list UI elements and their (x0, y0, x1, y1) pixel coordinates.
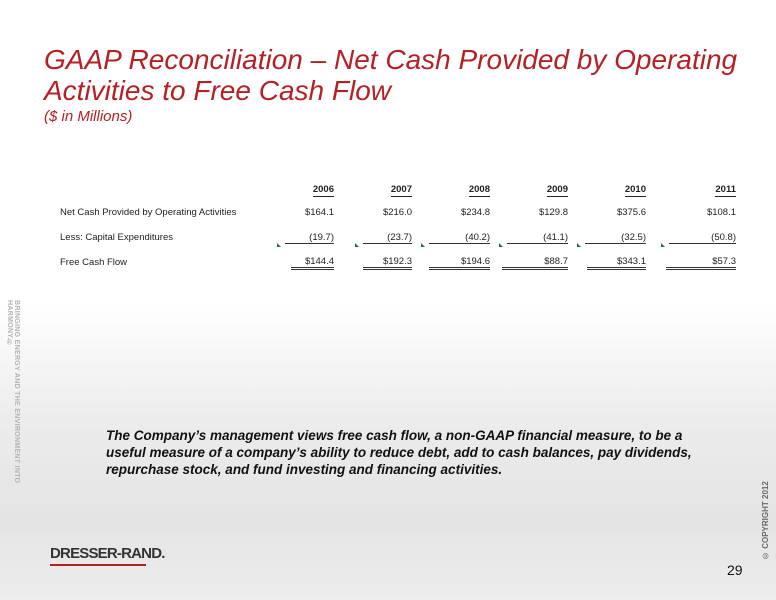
table-cell: (19.7) (256, 225, 334, 250)
row-label: Net Cash Provided by Operating Activities (60, 207, 237, 218)
table-cell: $194.6 (412, 250, 490, 275)
row-label: Less: Capital Expenditures (60, 232, 174, 243)
title-subtitle: ($ in Millions) (44, 108, 133, 125)
table-cell: $88.7 (490, 250, 568, 275)
title-main: GAAP Reconciliation – Net Cash Provided by Operating Activities to Free Cash Flow (44, 44, 738, 106)
table-row (60, 200, 736, 225)
table-cell: $375.6 (616, 207, 646, 218)
table-cell: $57.3 (646, 250, 736, 275)
table-cell: $144.4 (256, 250, 334, 275)
slide-title (44, 44, 764, 127)
table-cell: $343.1 (568, 250, 646, 275)
marker-icon (355, 243, 359, 247)
table-row (60, 225, 736, 250)
table-cell: $192.3 (334, 250, 412, 275)
table-cell: (32.5) (568, 225, 646, 250)
marker-icon (661, 243, 665, 247)
table-cell: (50.8) (646, 225, 736, 250)
year-header: 2008 (468, 184, 490, 195)
copyright-notice: © COPYRIGHT 2012 (761, 481, 770, 560)
header-blank (60, 184, 256, 200)
free-cash-flow-statement: The Company’s management views free cash flow, a non-GAAP financial measure, to be a useful measure of a company’s ability to reduce debt, add to cash balances, pay dividends, repurchase stock, and fund investing and financing activities. (106, 428, 692, 477)
table-cell: (23.7) (334, 225, 412, 250)
marker-icon (499, 243, 503, 247)
table-cell: $164.1 (304, 207, 334, 218)
table-cell: (41.1) (490, 225, 568, 250)
table-cell: (40.2) (412, 225, 490, 250)
table-cell: $234.8 (460, 207, 490, 218)
year-header: 2011 (715, 184, 736, 195)
year-header: 2006 (312, 184, 334, 195)
logo-underline (50, 564, 146, 566)
company-logo (50, 545, 165, 562)
reconciliation-table (60, 184, 736, 275)
marker-icon (277, 243, 281, 247)
row-label: Free Cash Flow (60, 257, 128, 268)
year-header: 2007 (390, 184, 412, 195)
logo-text: DRESSER-RAND. (50, 545, 165, 562)
table-cell: $129.8 (538, 207, 568, 218)
year-header: 2010 (624, 184, 646, 195)
table-row (60, 250, 736, 275)
marker-icon (421, 243, 425, 247)
table-header-row (60, 184, 736, 200)
table-cell: $216.0 (382, 207, 412, 218)
table-cell: $108.1 (706, 207, 736, 218)
page-number: 29 (727, 562, 743, 578)
marker-icon (577, 243, 581, 247)
year-header: 2009 (546, 184, 568, 195)
sidebar-slogan: BRINGING ENERGY AND THE ENVIRONMENT INTO HARMONY.® (6, 300, 20, 484)
